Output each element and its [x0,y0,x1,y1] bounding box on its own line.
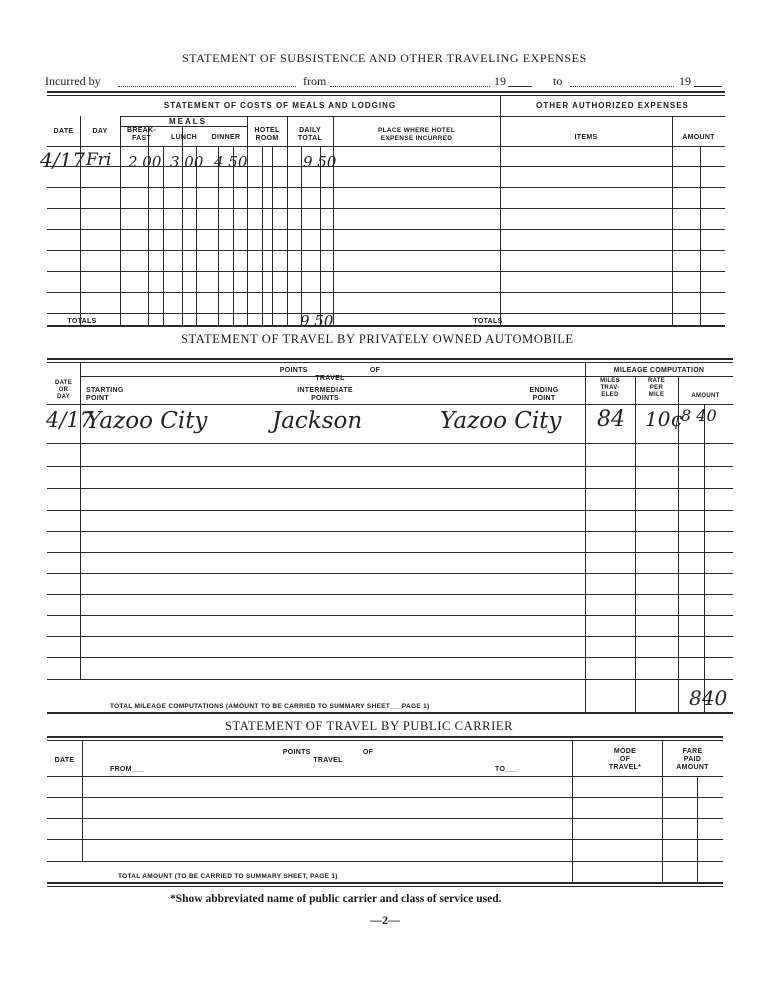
col-breakfast: BREAK- FAST [126,127,157,142]
auto-col-intermediate: INTERMEDIATE POINTS [297,387,353,402]
auto-col-amount: AMOUNT [691,393,720,399]
auto-col-starting: STARTING POINT [86,387,124,402]
public-col-date: DATE [54,757,75,764]
meals-row-daily-total[interactable]: 9 50 [303,153,337,171]
meals-row-breakfast[interactable]: 2 00 [128,153,162,171]
meals-row-lunch[interactable]: 3 00 [170,153,204,171]
to-label: to [553,74,563,88]
col-dinner: DINNER [211,134,241,141]
col-place: PLACE WHERE HOTEL EXPENSE INCURRED [378,127,455,142]
public-col-mode: MODE OF TRAVEL* [608,748,642,771]
incurred-by-label: Incurred by [45,74,101,88]
meals-row-dinner[interactable]: 4 50 [214,153,248,171]
col-daily-total: DAILY TOTAL [297,127,323,142]
year-label-2: 19 [679,74,691,88]
auto-total-value: 840 [689,686,728,710]
auto-section-title: STATEMENT OF TRAVEL BY PRIVATELY OWNED AUTOMOBILE [181,332,574,346]
col-lunch: LUNCH [171,134,197,141]
meals-totals-label-right: TOTALS [473,318,503,325]
public-total-label: TOTAL AMOUNT (TO BE CARRIED TO SUMMARY SHEET, PAGE 1) [118,873,338,880]
other-expenses-title: OTHER AUTHORIZED EXPENSES [536,101,689,110]
auto-row-miles[interactable]: 84 [597,407,625,432]
meals-totals-label: TOTALS [67,318,97,325]
public-points-header: POINTS OF TRAVEL [282,749,374,764]
auto-col-miles: MILES TRAV- ELED [600,378,620,398]
public-col-to: TO___ [495,766,518,773]
col-day: DAY [92,128,108,135]
auto-mileage-header: MILEAGE COMPUTATION [613,367,705,374]
col-amount: AMOUNT [682,134,715,141]
auto-row-amount[interactable]: 8 40 [681,406,717,425]
year-label-1: 19 [494,74,506,88]
auto-row-rate[interactable]: 10¢ [645,407,684,431]
auto-row-date[interactable]: 4/17 [46,408,94,432]
auto-col-ending: ENDING POINT [529,387,559,402]
meals-section-title: STATEMENT OF COSTS OF MEALS AND LODGING [163,101,397,110]
page-number: —2— [370,913,400,927]
col-items: ITEMS [574,134,598,141]
meals-row-day[interactable]: Fri [86,150,112,170]
year-field-2[interactable] [694,86,722,87]
col-date: DATE [53,128,74,135]
from-label: from [303,74,327,88]
auto-total-label: TOTAL MILEAGE COMPUTATIONS (AMOUNT TO BE CARRIED TO SUMMARY SHEET___PAGE 1) [110,703,430,710]
form-title: STATEMENT OF SUBSISTENCE AND OTHER TRAVELING EXPENSES [182,51,587,65]
footer-note: *Show abbreviated name of public carrier and class of service used. [170,893,502,905]
public-col-from: FROM___ [110,766,145,773]
auto-col-date: DATE OR DAY [54,380,73,400]
public-section-title: STATEMENT OF TRAVEL BY PUBLIC CARRIER [225,719,514,733]
auto-points-header: POINTS OF TRAVEL [279,367,381,382]
public-col-fare: FARE PAID AMOUNT [676,748,709,771]
incurred-by-field[interactable] [118,86,296,87]
auto-row-intermediate[interactable]: Jackson [272,408,363,434]
meals-row-date[interactable]: 4/17 [40,148,85,172]
meals-totals-value: 9 50 [300,312,334,330]
auto-row-ending[interactable]: Yazoo City [440,408,562,434]
year-field-1[interactable] [508,86,532,87]
col-hotel-room: HOTEL ROOM [254,127,280,142]
from-field[interactable] [330,86,490,87]
auto-row-starting[interactable]: Yazoo City [86,408,208,434]
meals-group-header: MEALS [169,117,207,126]
auto-col-rate: RATE PER MILE [647,378,666,398]
to-field[interactable] [570,86,674,87]
